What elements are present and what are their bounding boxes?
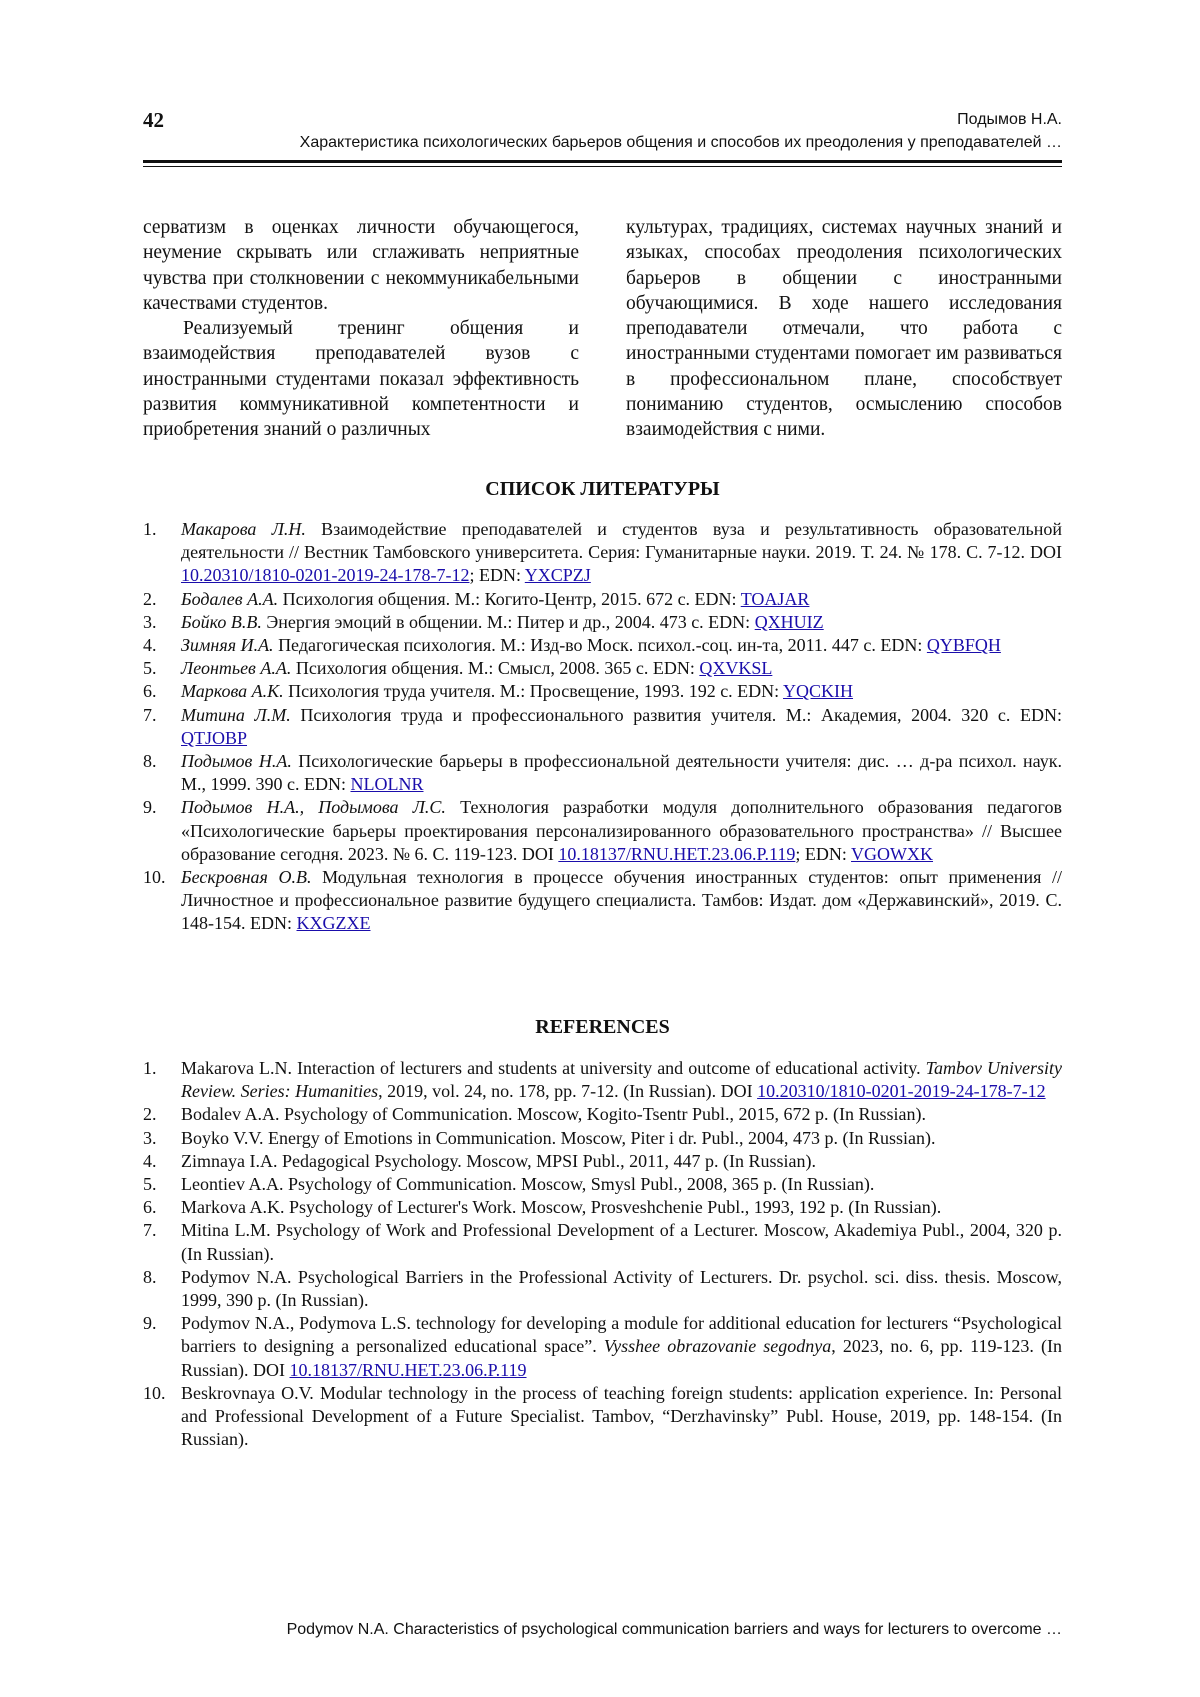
reference-item bbox=[143, 1103, 1062, 1126]
reference-number: 6. bbox=[143, 681, 157, 702]
header-rule-thick bbox=[143, 160, 1062, 163]
reference-number: 5. bbox=[143, 658, 157, 679]
references-en-list bbox=[143, 1057, 1062, 1451]
reference-number: 1. bbox=[143, 519, 157, 539]
reference-text: Психология труда учителя. М.: Просвещение, 1993. 192 с. EDN: bbox=[283, 681, 784, 702]
edn-link[interactable]: QXHUIZ bbox=[754, 611, 824, 632]
reference-text: Педагогическая психология. М.: Изд-во Моск. психол.-соц. ин-та, 2011. 447 с. EDN: bbox=[273, 635, 927, 656]
reference-text: Leontiev A.A. Psychology of Communication. Moscow, Smysl Publ., 2008, 365 p. (In Russian). bbox=[181, 1174, 875, 1195]
body-paragraph: культурах, традициях, системах научных знаний и языках, способах преодоления психологических барьеров в общении с иностранными обучающимися. В ходе нашего исследования преподаватели отмечали, что работа с иностранными студентами помогает им развиваться в профессиональном плане, способствует пониманию студентов, осмыслению способов взаимодействия с ними. bbox=[626, 217, 1062, 441]
reference-item bbox=[143, 1173, 1062, 1196]
reference-text: Zimnaya I.A. Pedagogical Psychology. Moscow, MPSI Publ., 2011, 447 p. (In Russian). bbox=[181, 1150, 816, 1171]
reference-item bbox=[143, 634, 1062, 657]
reference-number: 3. bbox=[143, 1127, 157, 1148]
edn-link[interactable]: VGOWXK bbox=[851, 843, 934, 864]
doi-link[interactable]: 10.18137/RNU.HET.23.06.P.119 bbox=[558, 843, 796, 864]
edn-link[interactable]: KXGZXE bbox=[296, 913, 371, 934]
reference-author: Бодалев А.А. bbox=[181, 588, 279, 609]
reference-number: 10. bbox=[143, 1382, 166, 1403]
references-ru-list bbox=[143, 518, 1062, 936]
body-paragraph: Реализуемый тренинг общения и взаимодействия преподавателей вузов с иностранными студентами показал эффективность развития коммуникативной компетентности и приобретения знаний о различных bbox=[143, 318, 579, 441]
reference-details: , 2023, no. 6, pp. 119-123. (In Russian). DOI bbox=[181, 1336, 1062, 1380]
reference-text: Podymov N.A., Podymova L.S. technology for developing a module for additional education for lecturers “Psychological barriers to designing a personalized educational space”. bbox=[181, 1313, 1062, 1357]
footer-running-title: Podymov N.A. Characteristics of psychological communication barriers and ways for lecturers to overcome … bbox=[286, 1621, 1062, 1638]
reference-source: Vysshee obrazovanie segodnya bbox=[603, 1336, 832, 1357]
reference-item bbox=[143, 680, 1062, 703]
reference-item bbox=[143, 657, 1062, 680]
header-author: Подымов Н.А. bbox=[957, 111, 1062, 128]
reference-separator: ; EDN: bbox=[469, 565, 525, 586]
reference-author: Подымов Н.А., Подымова Л.С. bbox=[181, 797, 446, 818]
edn-link[interactable]: QTJOBP bbox=[181, 727, 248, 748]
reference-number: 7. bbox=[143, 1220, 157, 1241]
reference-number: 2. bbox=[143, 1104, 157, 1125]
reference-item bbox=[143, 1127, 1062, 1150]
reference-number: 9. bbox=[143, 1313, 157, 1334]
reference-text: Психологические барьеры в профессиональной деятельности учителя: дис. … д-ра психол. наук. М., 1999. 390 с. EDN: bbox=[181, 751, 1062, 795]
reference-author: Подымов Н.А. bbox=[181, 751, 292, 772]
reference-item bbox=[143, 1196, 1062, 1219]
reference-item bbox=[143, 1219, 1062, 1265]
edn-link[interactable]: YXCPZJ bbox=[524, 565, 591, 586]
reference-text: Markova A.K. Psychology of Lecturer's Work. Moscow, Prosveshchenie Publ., 1993, 192 p. (In Russian). bbox=[181, 1197, 942, 1218]
reference-text: Психология общения. М.: Смысл, 2008. 365 с. EDN: bbox=[291, 658, 700, 679]
reference-item bbox=[143, 796, 1062, 866]
reference-number: 7. bbox=[143, 704, 157, 725]
reference-number: 4. bbox=[143, 635, 157, 656]
reference-text: Взаимодействие преподавателей и студентов вуза и результативность образовательной деятельности // Вестник Тамбовского университета. Серия: Гуманитарные науки. 2019. Т. 24. № 178. С. 7-12. DOI bbox=[181, 519, 1063, 563]
reference-author: Маркова А.К. bbox=[181, 681, 284, 702]
reference-number: 8. bbox=[143, 751, 157, 772]
reference-item bbox=[143, 518, 1062, 588]
reference-author: Зимняя И.А. bbox=[181, 635, 274, 656]
reference-text: Психология общения. М.: Когито-Центр, 2015. 672 с. EDN: bbox=[278, 588, 741, 609]
reference-number: 5. bbox=[143, 1174, 157, 1195]
doi-link[interactable]: 10.20310/1810-0201-2019-24-178-7-12 bbox=[181, 565, 470, 586]
reference-text: Boyko V.V. Energy of Emotions in Communication. Moscow, Piter i dr. Publ., 2004, 473 p. (In Russian). bbox=[181, 1127, 936, 1148]
body-paragraph: серватизм в оценках личности обучающегося, неумение скрывать или сглаживать неприятные чувства при столкновении с некоммуникабельными качествами студентов. bbox=[143, 217, 579, 314]
reference-author: Макарова Л.Н. bbox=[181, 519, 306, 539]
reference-number: 9. bbox=[143, 797, 157, 818]
reference-text: Bodalev A.A. Psychology of Communication. Moscow, Kogito-Tsentr Publ., 2015, 672 p. (In Russian). bbox=[181, 1104, 927, 1125]
reference-source: Tambov University Review. Series: Humanities bbox=[181, 1058, 1063, 1102]
body-column-left bbox=[143, 215, 579, 443]
reference-item bbox=[143, 1266, 1062, 1312]
reference-item bbox=[143, 704, 1062, 750]
reference-number: 6. bbox=[143, 1197, 157, 1218]
reference-separator: ; EDN: bbox=[795, 843, 852, 864]
reference-item bbox=[143, 1150, 1062, 1173]
doi-link[interactable]: 10.18137/RNU.HET.23.06.P.119 bbox=[289, 1359, 527, 1380]
reference-author: Бескровная О.В. bbox=[181, 867, 312, 888]
doi-link[interactable]: 10.20310/1810-0201-2019-24-178-7-12 bbox=[757, 1081, 1046, 1102]
reference-item bbox=[143, 1382, 1062, 1452]
edn-link[interactable]: NLOLNR bbox=[350, 774, 424, 795]
reference-item bbox=[143, 1312, 1062, 1382]
body-column-right bbox=[626, 215, 1062, 443]
reference-text: Энергия эмоций в общении. М.: Питер и др., 2004. 473 с. EDN: bbox=[261, 611, 755, 632]
header-rule-thin bbox=[143, 166, 1062, 167]
reference-number: 4. bbox=[143, 1150, 157, 1171]
reference-number: 2. bbox=[143, 588, 157, 609]
header-running-title: Характеристика психологических барьеров общения и способов их преодоления у преподавателей … bbox=[299, 134, 1062, 151]
reference-text: Podymov N.A. Psychological Barriers in the Professional Activity of Lecturers. Dr. psychol. sci. diss. thesis. Moscow, 1999, 390 p. (In Russian). bbox=[181, 1266, 1062, 1311]
references-ru-title: СПИСОК ЛИТЕРАТУРЫ bbox=[485, 478, 720, 500]
reference-author: Леонтьев А.А. bbox=[181, 658, 292, 679]
reference-item bbox=[143, 1057, 1062, 1103]
reference-number: 10. bbox=[143, 867, 166, 888]
reference-item bbox=[143, 588, 1062, 611]
reference-author: Митина Л.М. bbox=[181, 704, 291, 725]
reference-text: Психология труда и профессионального развития учителя. М.: Академия, 2004. 320 с. EDN: bbox=[290, 704, 1062, 725]
reference-number: 1. bbox=[143, 1058, 157, 1078]
references-en-title: REFERENCES bbox=[535, 1016, 670, 1038]
reference-number: 8. bbox=[143, 1266, 157, 1287]
reference-text: Mitina L.M. Psychology of Work and Professional Development of a Lecturer. Moscow, Akademiya Publ., 2004, 320 p. (In Russian). bbox=[181, 1220, 1062, 1264]
reference-text: Makarova L.N. Interaction of lecturers and students at university and outcome of educational activity. bbox=[181, 1058, 926, 1078]
page-number: 42 bbox=[143, 108, 164, 132]
reference-item bbox=[143, 866, 1062, 936]
reference-author: Бойко В.В. bbox=[181, 611, 262, 632]
reference-text: Технология разработки модуля дополнительного образования педагогов «Психологические барьеры проектирования персонализированного образовательного пространства» // Высшее образование сегодня. 2023. № 6. С. 119-123. DOI bbox=[181, 797, 1062, 864]
reference-number: 3. bbox=[143, 611, 157, 632]
edn-link[interactable]: YQCKIH bbox=[783, 681, 854, 702]
edn-link[interactable]: QYBFQH bbox=[926, 635, 1001, 656]
reference-details: , 2019, vol. 24, no. 178, pp. 7-12. (In Russian). DOI bbox=[378, 1081, 758, 1102]
edn-link[interactable]: TOAJAR bbox=[740, 588, 810, 609]
edn-link[interactable]: QXVKSL bbox=[699, 658, 773, 679]
reference-item bbox=[143, 750, 1062, 796]
reference-item bbox=[143, 611, 1062, 634]
reference-text: Beskrovnaya O.V. Modular technology in the process of teaching foreign students: application experience. In: Personal and Professional Development of a Future Specialist. Tambov, “Derzhavinsky” Publ. House, 2019, pp. 148-154. (In Russian). bbox=[181, 1382, 1062, 1450]
reference-text: Модульная технология в процессе обучения иностранных студентов: опыт применения // Личностное и профессиональное развитие будущего специалиста. Тамбов: Издат. дом «Державинский», 2019. С. 148-154. EDN: bbox=[181, 867, 1062, 934]
